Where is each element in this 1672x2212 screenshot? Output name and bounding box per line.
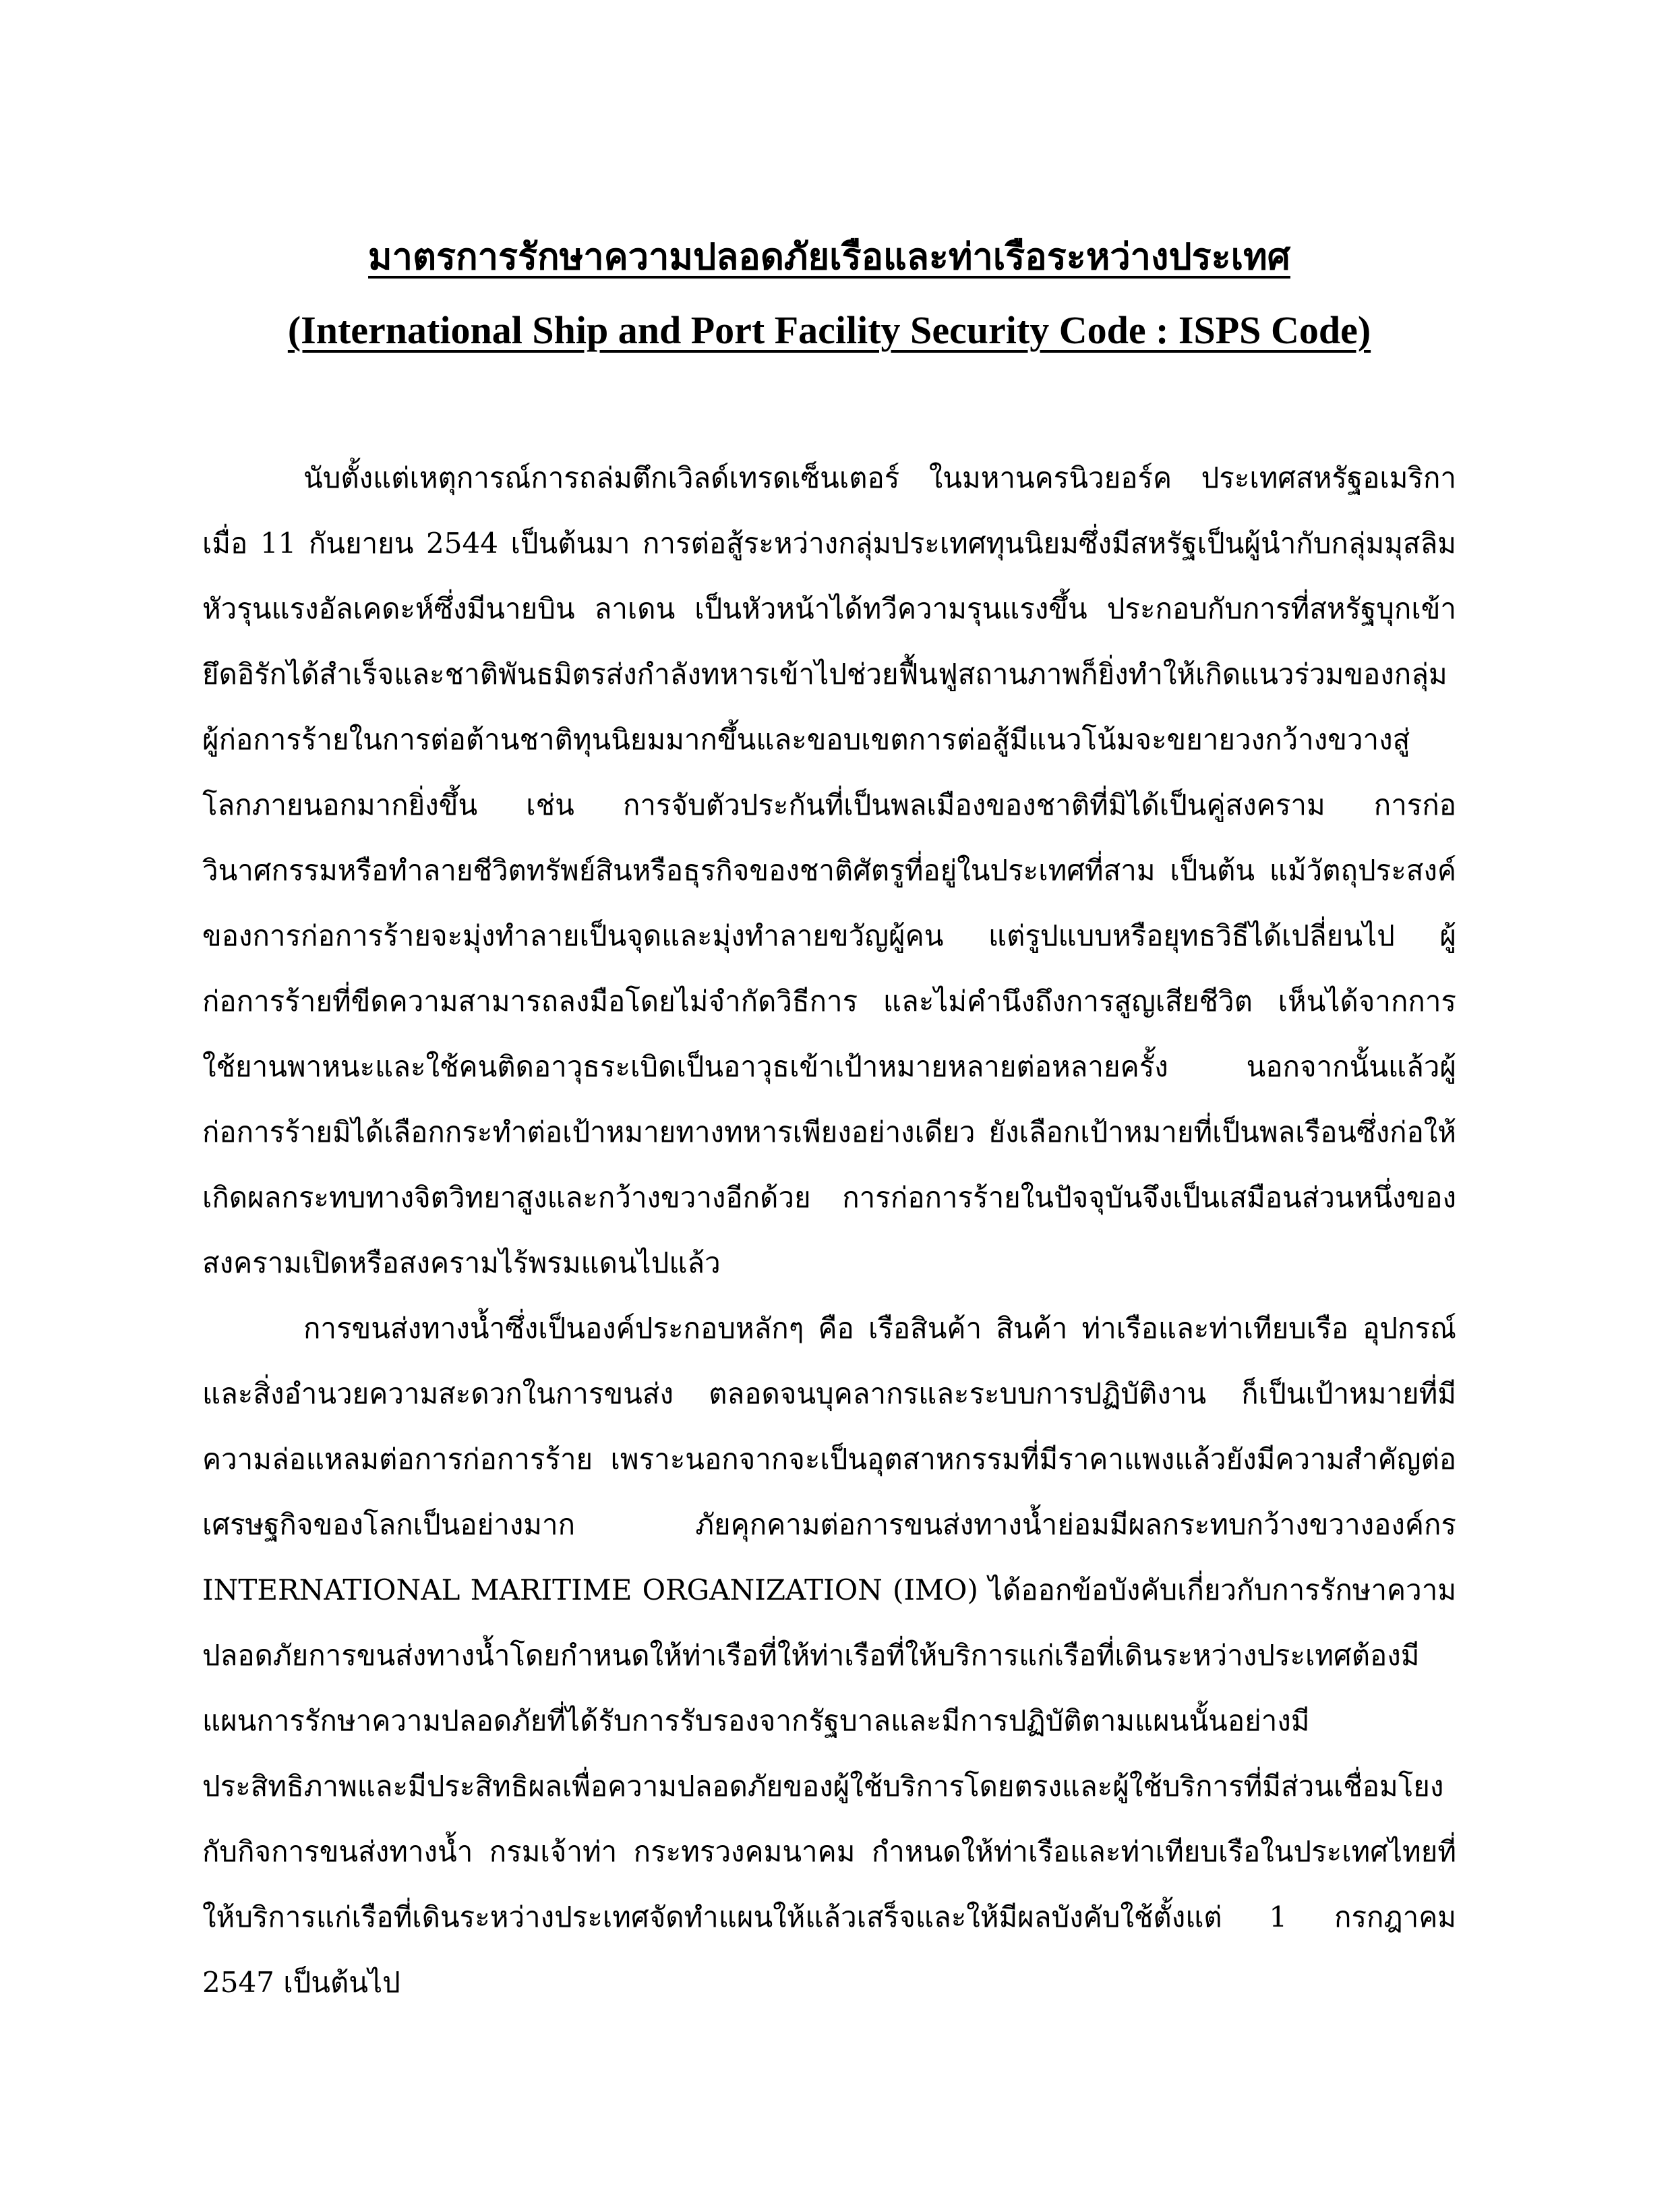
title-english: (International Ship and Port Facility Security Code : ISPS Code) <box>287 308 1371 352</box>
title-thai: มาตรการรักษาความปลอดภัยเรือและท่าเรือระหว่างประเทศ <box>368 235 1290 278</box>
paragraph-1: นับตั้งแต่เหตุการณ์การถล่มตึกเวิลด์เทรดเซ็นเตอร์ ในมหานครนิวยอร์ค ประเทศสหรัฐอเมริกา เมื่อ 11 กันยายน 2544 เป็นต้นมา การต่อสู้ระหว่างกลุ่มประเทศทุนนิยมซึ่งมีสหรัฐเป็นผู้นำกับกลุ่มมุสลิมหัวรุนแรงอัลเคดะห์ซึ่งมีนายบิน ลาเดน เป็นหัวหน้าได้ทวีความรุนแรงขึ้น ประกอบกับการที่สหรัฐบุกเข้ายึดอิรักได้สำเร็จและชาติพันธมิตรส่งกำลังทหารเข้าไปช่วยฟื้นฟูสถานภาพก็ยิ่งทำให้เกิดแนวร่วมของกลุ่มผู้ก่อการร้ายในการต่อต้านชาติทุนนิยมมากขึ้นและขอบเขตการต่อสู้มีแนวโน้มจะขยายวงกว้างขวางสู่โลกภายนอกมากยิ่งขึ้น เช่น การจับตัวประกันที่เป็นพลเมืองของชาติที่มิได้เป็นคู่สงคราม การก่อวินาศกรรมหรือทำลายชีวิตทรัพย์สินหรือธุรกิจของชาติศัตรูที่อยู่ในประเทศที่สาม เป็นต้น แม้วัตถุประสงค์ของการก่อการร้ายจะมุ่งทำลายเป็นจุดและมุ่งทำลายขวัญผู้คน แต่รูปแบบหรือยุทธวิธีได้เปลี่ยนไป ผู้ก่อการร้ายที่ขีดความสามารถลงมือโดยไม่จำกัดวิธีการ และไม่คำนึงถึงการสูญเสียชีวิต เห็นได้จากการใช้ยานพาหนะและใช้คนติดอาวุธระเบิดเป็นอาวุธเข้าเป้าหมายหลายต่อหลายครั้ง นอกจากนั้นแล้วผู้ก่อการร้ายมิได้เลือกกระทำต่อเป้าหมายทางทหารเพียงอย่างเดียว ยังเลือกเป้าหมายที่เป็นพลเรือนซึ่งก่อให้เกิดผลกระทบทางจิตวิทยาสูงและกว้างขวางอีกด้วย การก่อการร้ายในปัจจุบันจึงเป็นเสมือนส่วนหนึ่งของสงครามเปิดหรือสงครามไร้พรมแดนไปแล้ว <box>202 461 1456 1279</box>
document-page <box>202 229 1456 2015</box>
paragraph-2: การขนส่งทางน้ำซึ่งเป็นองค์ประกอบหลักๆ คือ เรือสินค้า สินค้า ท่าเรือและท่าเทียบเรือ อุปกรณ์และสิ่งอำนวยความสะดวกในการขนส่ง ตลอดจนบุคลากรและระบบการปฏิบัติงาน ก็เป็นเป้าหมายที่มีความล่อแหลมต่อการก่อการร้าย เพราะนอกจากจะเป็นอุตสาหกรรมที่มีราคาแพงแล้วยังมีความสำคัญต่อเศรษฐกิจของโลกเป็นอย่างมาก ภัยคุกคามต่อการขนส่งทางน้ำย่อมมีผลกระทบกว้างขวางองค์กร INTERNATIONAL MARITIME ORGANIZATION (IMO) ได้ออกข้อบังคับเกี่ยวกับการรักษาความปลอดภัยการขนส่งทางน้ำโดยกำหนดให้ท่าเรือที่ให้ท่าเรือที่ให้บริการแก่เรือที่เดินระหว่างประเทศต้องมีแผนการรักษาความปลอดภัยที่ได้รับการรับรองจากรัฐบาลและมีการปฏิบัติตามแผนนั้นอย่างมีประสิทธิภาพและมีประสิทธิผลเพื่อความปลอดภัยของผู้ใช้บริการโดยตรงและผู้ใช้บริการที่มีส่วนเชื่อมโยงกับกิจการขนส่งทางน้ำ กรมเจ้าท่า กระทรวงคมนาคม กำหนดให้ท่าเรือและท่าเทียบเรือในประเทศไทยที่ให้บริการแก่เรือที่เดินระหว่างประเทศจัดทำแผนให้แล้วเสร็จและให้มีผลบังคับใช้ตั้งแต่ 1 กรกฎาคม 2547 เป็นต้นไป <box>202 1312 1456 1999</box>
